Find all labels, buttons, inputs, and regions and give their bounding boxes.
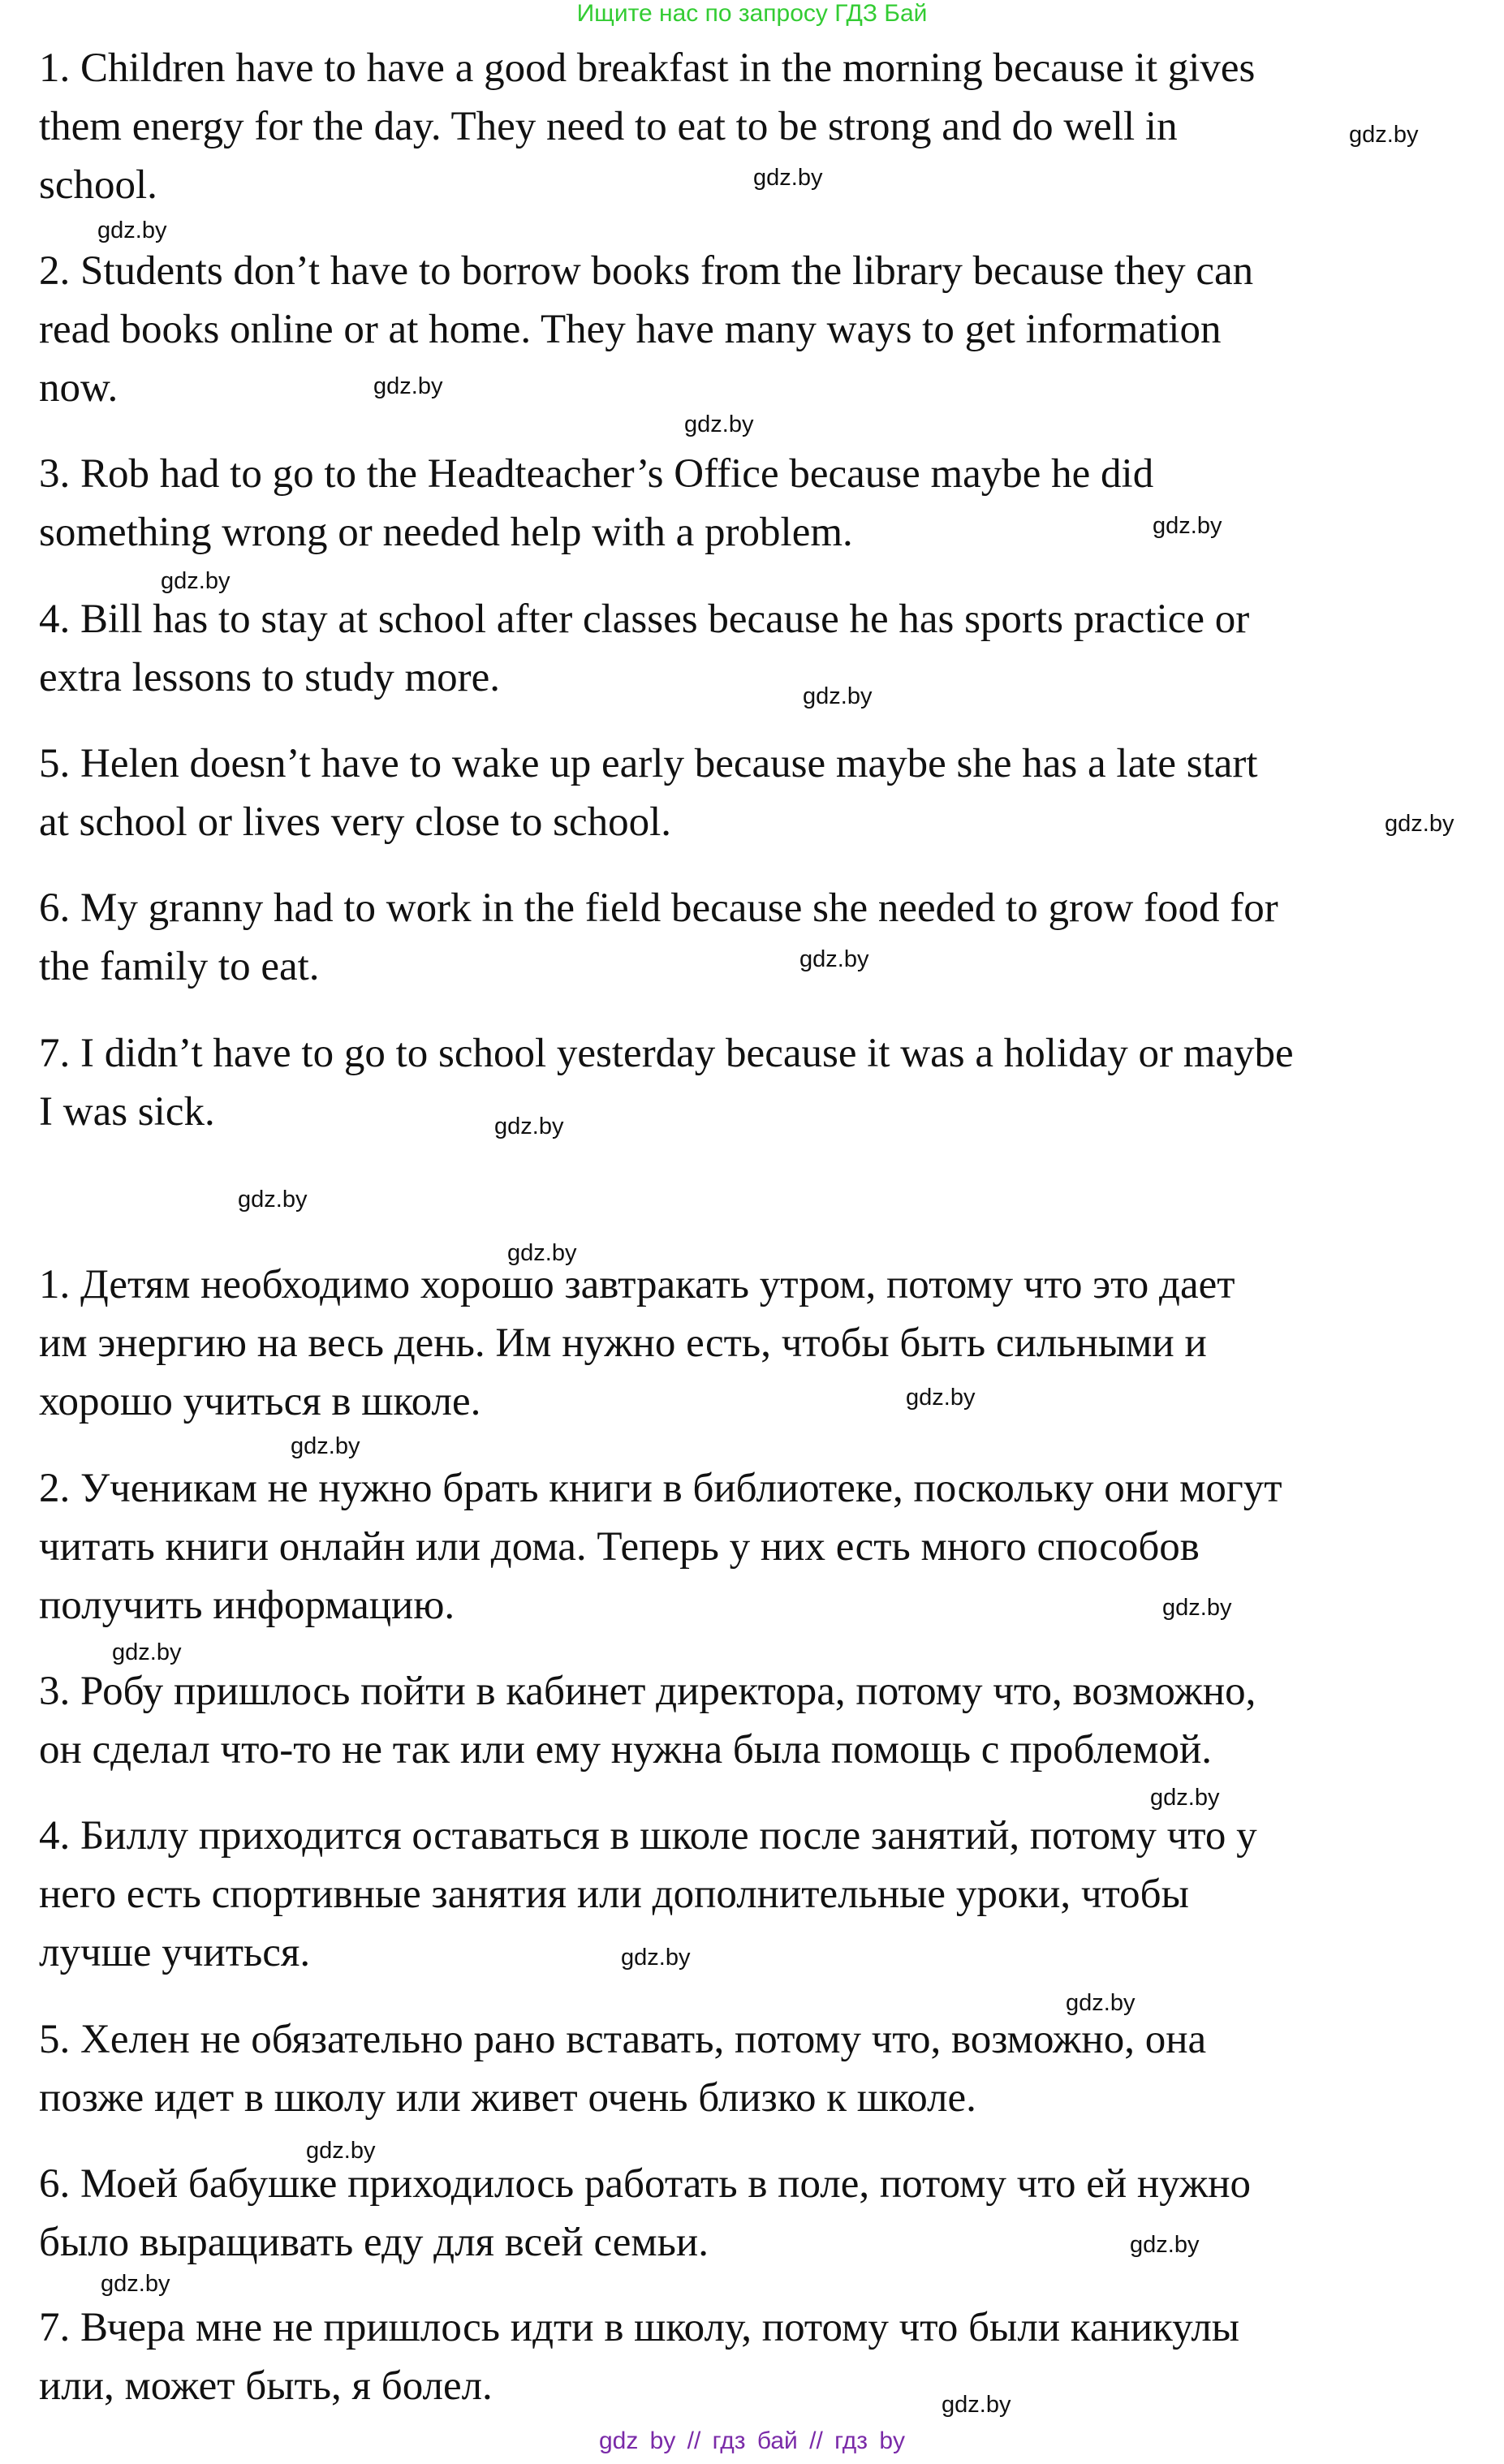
text-line: now. xyxy=(39,365,119,411)
text-line: позже идет в школу или живет очень близко к школе. xyxy=(39,2075,976,2121)
watermark: gdz.by xyxy=(799,946,869,972)
russian-answer-4 xyxy=(39,1807,1492,1982)
text-line: или, может быть, я болел. xyxy=(39,2363,493,2409)
text-line: читать книги онлайн или дома. Теперь у них есть много способов xyxy=(39,1524,1200,1570)
watermark: gdz.by xyxy=(1066,1990,1136,2016)
watermark: gdz.by xyxy=(507,1240,577,1266)
text-line: something wrong or needed help with a problem. xyxy=(39,510,853,555)
text-line: I was sick. xyxy=(39,1089,215,1135)
text-line: 7. I didn’t have to go to school yesterday because it was a holiday or maybe xyxy=(39,1031,1294,1076)
text-line: 2. Students don’t have to borrow books from the library because they can xyxy=(39,248,1254,294)
text-line: было выращивать еду для всей семьи. xyxy=(39,2220,709,2265)
text-line: лучше учиться. xyxy=(39,1930,311,1975)
text-line: 3. Робу пришлось пойти в кабинет директора, потому что, возможно, xyxy=(39,1669,1256,1714)
text-line: at school or lives very close to school. xyxy=(39,799,671,845)
russian-answer-7 xyxy=(39,2298,1492,2415)
text-line: school. xyxy=(39,162,157,208)
text-line: получить информацию. xyxy=(39,1583,455,1628)
watermark: gdz.by xyxy=(494,1114,564,1139)
english-answer-4 xyxy=(39,590,1492,707)
watermark: gdz.by xyxy=(942,2392,1011,2418)
text-line: extra lessons to study more. xyxy=(39,655,500,700)
watermark: gdz.by xyxy=(101,2271,170,2297)
text-line: него есть спортивные занятия или дополнительные уроки, чтобы xyxy=(39,1872,1189,1917)
watermark: gdz.by xyxy=(291,1433,360,1459)
text-line: 5. Helen doesn’t have to wake up early because maybe she has a late start xyxy=(39,741,1258,786)
watermark: gdz.by xyxy=(621,1945,691,1971)
english-answer-3 xyxy=(39,445,1492,562)
russian-answer-6 xyxy=(39,2155,1492,2272)
text-line: 3. Rob had to go to the Headteacher’s Office because maybe he did xyxy=(39,451,1154,497)
text-line: 6. Моей бабушке приходилось работать в поле, потому что ей нужно xyxy=(39,2161,1252,2207)
watermark: gdz.by xyxy=(684,411,754,437)
watermark: gdz.by xyxy=(1162,1595,1232,1621)
text-line: 6. My granny had to work in the field because she needed to grow food for xyxy=(39,885,1278,931)
watermark: gdz.by xyxy=(1153,513,1222,539)
watermark: gdz.by xyxy=(373,373,443,399)
watermark: gdz.by xyxy=(97,218,167,243)
russian-answer-5 xyxy=(39,2010,1492,2127)
russian-answer-3 xyxy=(39,1662,1492,1779)
watermark: gdz.by xyxy=(1385,811,1454,837)
russian-answer-1 xyxy=(39,1256,1492,1431)
watermark: gdz.by xyxy=(112,1639,182,1665)
watermark: gdz.by xyxy=(161,568,231,594)
text-line: 1. Children have to have a good breakfast in the morning because it gives xyxy=(39,45,1256,91)
watermark: gdz.by xyxy=(803,683,873,709)
english-answer-7 xyxy=(39,1024,1492,1141)
text-line: 2. Ученикам не нужно брать книги в библиотеке, поскольку они могут xyxy=(39,1466,1282,1511)
watermark: gdz.by xyxy=(238,1187,308,1213)
english-answer-6 xyxy=(39,879,1492,996)
text-line: 7. Вчера мне не пришлось идти в школу, потому что были каникулы xyxy=(39,2305,1240,2350)
watermark: gdz.by xyxy=(753,165,823,191)
text-line: хорошо учиться в школе. xyxy=(39,1379,481,1424)
text-line: он сделал что-то не так или ему нужна была помощь с проблемой. xyxy=(39,1727,1213,1773)
text-line: read books online or at home. They have many ways to get information xyxy=(39,307,1222,352)
watermark: gdz.by xyxy=(906,1385,976,1411)
watermark: gdz.by xyxy=(1130,2232,1200,2258)
english-answer-2 xyxy=(39,242,1492,417)
english-answer-5 xyxy=(39,734,1492,851)
text-line: 1. Детям необходимо хорошо завтракать утром, потому что это дает xyxy=(39,1262,1235,1307)
text-line: 4. Bill has to stay at school after classes because he has sports practice or xyxy=(39,597,1250,642)
watermark: gdz.by xyxy=(1349,122,1419,148)
watermark: gdz.by xyxy=(306,2138,376,2164)
text-line: them energy for the day. They need to eat to be strong and do well in xyxy=(39,104,1178,149)
text-line: 5. Хелен не обязательно рано вставать, потому что, возможно, она xyxy=(39,2017,1207,2062)
watermark: gdz.by xyxy=(1150,1785,1220,1811)
russian-answer-2 xyxy=(39,1459,1492,1635)
text-line: 4. Биллу приходится оставаться в школе после занятий, потому что у xyxy=(39,1813,1257,1859)
footer-watermark: gdz by // гдз бай // гдз by xyxy=(598,2427,906,2454)
text-line: the family to eat. xyxy=(39,944,320,989)
text-line: им энергию на весь день. Им нужно есть, чтобы быть сильными и xyxy=(39,1320,1207,1366)
header-search-link[interactable]: Ищите нас по запросу ГДЗ Бай xyxy=(576,0,928,27)
